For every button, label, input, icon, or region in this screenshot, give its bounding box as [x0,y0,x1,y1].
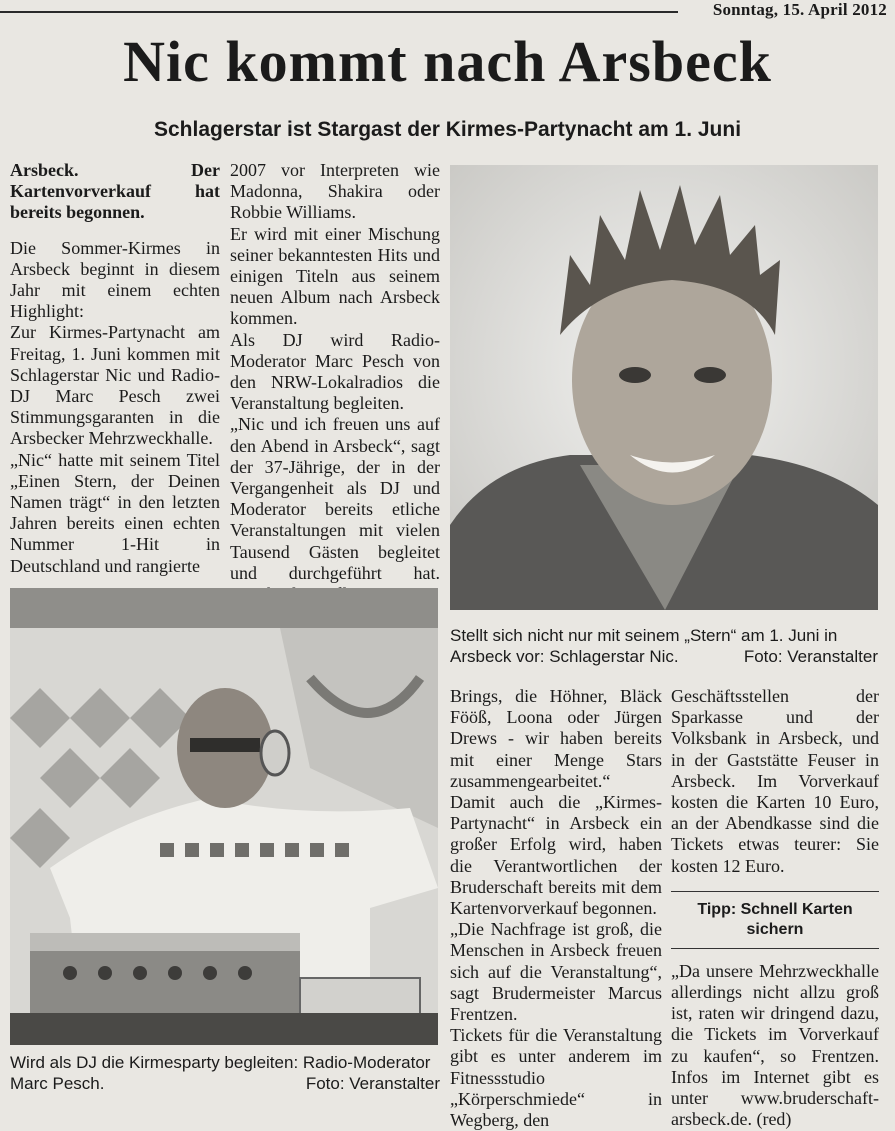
paragraph: „Nic und ich freuen uns auf den Abend in Arsbeck“, sagt der 37-Jährige, der in der Vergangenheit als DJ und Moderator bereits etliche Veranstaltungen mit vielen Tausend Gästen begleitet und durchgeführt hat. [230,414,440,583]
header-rule [0,11,678,13]
paragraph: Damit auch die „Kirmes-Partynacht“ in Arsbeck ein großer Erfolg wird, haben die Verantwortlichen der Bruderschaft bereits mit dem Kartenvorverkauf begonnen. [450,792,662,919]
paragraph: Er wird mit einer Mischung seiner bekanntesten Hits und einigen Titeln aus seinem neuen Album nach Arsbeck kommen. [230,223,440,329]
subheadline: Schlagerstar ist Stargast der Kirmes-Partynacht am 1. Juni [153,118,742,141]
photo-credit: Foto: Veranstalter [305,1074,440,1093]
article-column-2 [230,160,440,605]
portrait-photo-nic [450,165,878,610]
photo-caption-dj [10,1052,440,1094]
paragraph: Geschäftsstellen der Sparkasse und der Volksbank in Arsbeck, und in der Gaststätte Feuser in Arsbeck. Im Vorverkauf kosten die Karten 10 Euro, an der Abendkasse sind die Tickets etwas teurer: Sie kosten 12 Euro. [671,686,879,876]
paragraph: Tickets für die Veranstaltung gibt es unter anderem im Fitnessstudio „Körperschmiede“ in Wegberg, den [450,1025,662,1131]
photo-caption-nic [450,625,878,667]
photo-credit: Foto: Veranstalter [743,647,878,666]
paragraph: Brings, die Höhner, Bläck Fööß, Loona oder Jürgen Drews - wir haben bereits mit einer Menge Stars zusammengearbeitet.“ [450,686,662,791]
paragraph: „Die Nachfrage ist groß, die Menschen in Arsbeck freuen sich auf die Veranstaltung“, sagt Brudermeister Marcus Frentzen. [450,919,662,1025]
paragraph: „Nic“ hatte mit seinem Titel „Einen Stern, der Deinen Namen trägt“ in den letzten Jahren bereits einen echten Nummer 1-Hit in Deutschland und rangierte [10,449,220,576]
dj-photo-marc-pesch [10,588,438,1045]
article-column-4 [671,686,879,1130]
headline: Nic kommt nach Arsbeck [123,29,772,94]
caption-text: Stellt sich nicht nur mit seinem „Stern“ am 1. Juni in Arsbeck vor: Schlagerstar Nic. [450,626,838,666]
lead-paragraph: Arsbeck. Der Kartenvorverkauf hat bereits begonnen. [10,160,220,223]
article-column-3 [450,686,662,1131]
paragraph: Die Sommer-Kirmes in Arsbeck beginnt in diesem Jahr mit einem echten Highlight: [10,237,220,322]
paragraph: „Da unsere Mehrzweckhalle allerdings nicht allzu groß ist, raten wir dringend dazu, die Tickets im Vorverkauf zu kaufen“, so Frentzen. Infos im Internet gibt es unter www.bruderschaft-arsbeck.de. (red) [671,960,879,1130]
article-column-1 [10,160,220,577]
publication-date: Sonntag, 15. April 2012 [712,0,887,19]
caption-text: Wird als DJ die Kirmesparty begleiten: Radio-Moderator Marc Pesch. [10,1053,431,1093]
paragraph: Zur Kirmes-Partynacht am Freitag, 1. Juni kommen mit Schlagerstar Nic und Radio-DJ Marc Pesch zwei Stimmungsgaranten in die Arsbecker Mehrzweckhalle. [10,322,220,449]
paragraph: Als DJ wird Radio-Moderator Marc Pesch von den NRW-Lokalradios die Veranstaltung begleiten. [230,329,440,414]
paragraph: 2007 vor Interpreten wie Madonna, Shakira oder Robbie Williams. [230,160,440,223]
tip-box-heading: Tipp: Schnell Karten sichern [671,891,879,949]
